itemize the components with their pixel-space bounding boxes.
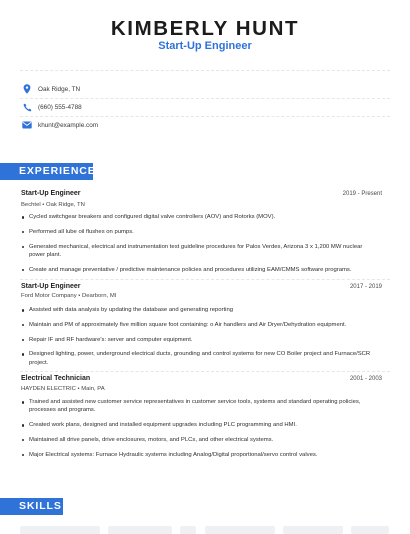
job-title: Start-Up Engineer [21,283,81,290]
job-dates: 2001 - 2003 [349,376,382,382]
job-dates: 2017 - 2019 [349,284,382,290]
list-item: Major Electrical systems: Furnace Hydraulic systems including Analog/Digital proportional/servo control valves. [21,451,376,459]
list-item: Assisted with data analysis by updating the database and generating reporting [21,306,376,314]
skill-pill [108,526,172,534]
contact-divider [20,70,390,71]
job-bullet-list [21,306,376,373]
list-item: Maintain and PM of approximately five million square foot containing: o Air handlers and Air Dryer/Dehydration equipment. [21,321,376,329]
list-item: Performed all lube oil flushes on pumps. [21,228,376,236]
list-item: Designed lighting, power, underground electrical ducts, grounding and control systems for new CO Boiler project and Furnace/SCR project. [21,350,376,367]
skills-heading: SKILLS [0,498,63,515]
list-item: Create and manage preventative / predictive maintenance policies and procedures utilizing EAM/CMMS software programs. [21,266,376,274]
location-pin-icon [22,84,32,94]
contact-phone [22,100,82,114]
skill-pill [283,526,343,534]
list-item: Cycled switchgear breakers and configured digital valve controllers (AOV) and Rotorks (MOV). [21,213,376,221]
job-title: Start-Up Engineer [21,190,81,197]
job-divider [20,371,390,372]
location-text: Oak Ridge, TN [38,85,81,93]
contact-email [22,118,98,132]
skill-pill [205,526,275,534]
phone-icon [22,102,32,112]
skill-pill [20,526,100,534]
resume-name: KIMBERLY HUNT [110,17,300,40]
list-item: Repair IF and RF hardware's: server and computer equipment. [21,336,376,344]
list-item: Trained and assisted new customer service representatives in customer service tools, systems and standard operating policies, processes and programs. [21,398,376,415]
email-text: khunt@example.com [38,121,99,129]
list-item: Generated mechanical, electrical and instrumentation test guideline procedures for Palos Verdes, Arizona 3 x 1,200 MW nuclear power plant. [21,243,376,260]
resume-job-title: Start-Up Engineer [158,40,252,52]
contact-divider [20,98,390,99]
list-item: Maintained all drive panels, drive enclosures, motors, and PLCs, and other electrical systems. [21,436,376,444]
contact-divider [20,116,390,117]
job-title: Electrical Technician [21,375,91,382]
phone-text: (660) 555-4788 [38,103,82,111]
skill-pill [180,526,196,534]
job-bullet-list [21,213,376,280]
job-bullet-list [21,398,376,465]
job-company: Ford Motor Company • Dearborn, MI [21,293,117,299]
skill-pill [351,526,389,534]
job-company: Bechtel • Oak Ridge, TN [21,202,85,208]
job-divider [20,279,390,280]
job-dates: 2019 - Present [342,191,382,197]
job-company: HAYDEN ELECTRIC • Main, PA [21,386,105,392]
experience-heading: EXPERIENCE [0,163,93,180]
email-icon [22,120,32,130]
contact-location [22,82,80,96]
list-item: Created work plans, designed and installed equipment upgrades including PLC programming and HMI. [21,421,376,429]
